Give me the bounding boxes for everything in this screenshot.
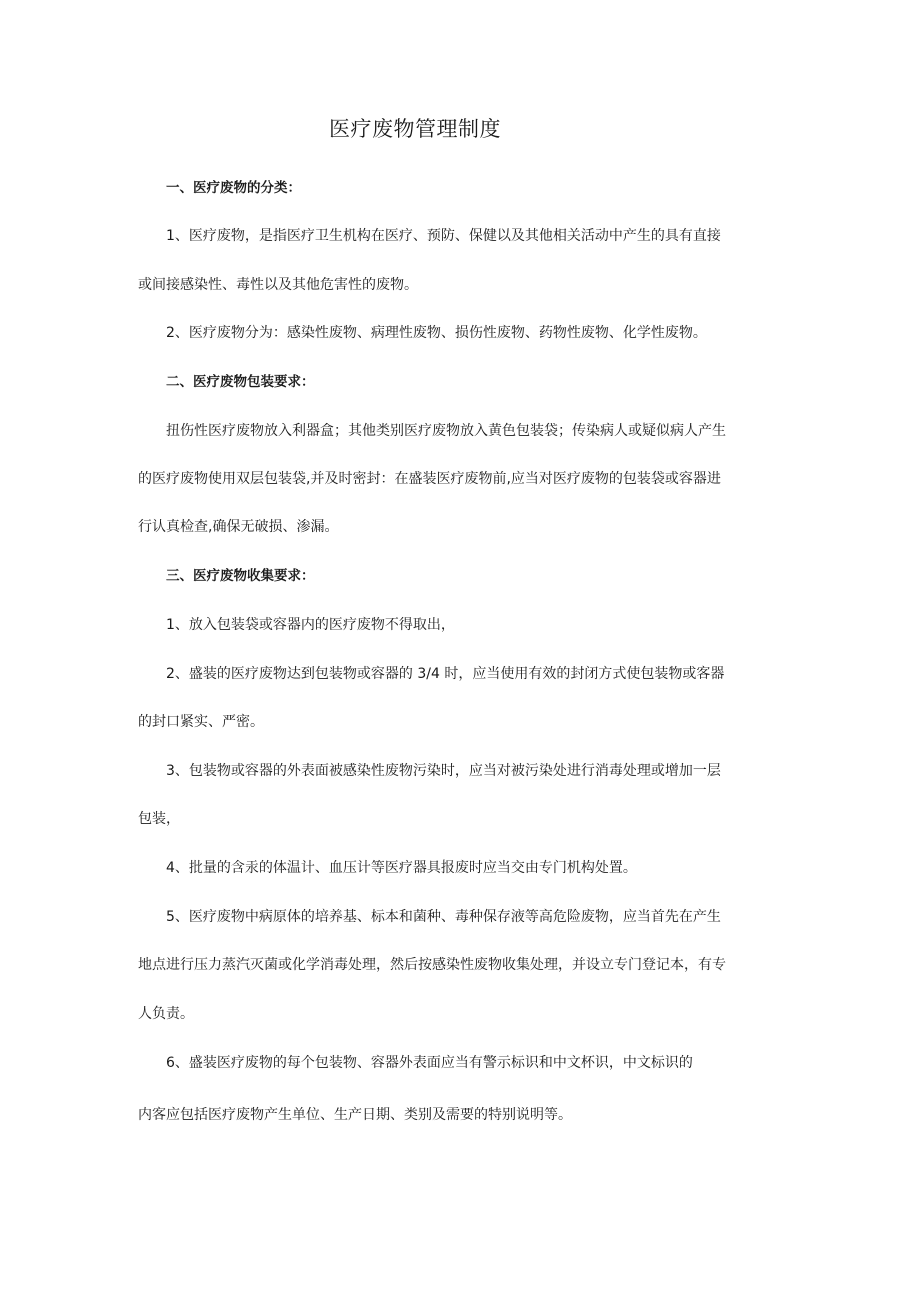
paragraph-line: 的封口紧实、严密。	[138, 714, 264, 730]
paragraph-line: 人负责。	[138, 1006, 194, 1022]
section-heading-collection: 三、医疗废物收集要求：	[166, 568, 315, 584]
paragraph-line: 或间接感染性、毒性以及其他危害性的废物。	[138, 277, 418, 293]
paragraph-line: 的医疗废物使用双层包装袋,并及时密封：在盛装医疗废物前,应当对医疗废物的包装袋或容器进	[138, 471, 721, 487]
section-heading-classification: 一、医疗废物的分类：	[166, 180, 301, 196]
paragraph-line: 4、批量的含汞的体温计、血压计等医疗器具报废时应当交由专门机构处置。	[166, 860, 637, 876]
paragraph-line: 扭伤性医疗废物放入利器盒；其他类别医疗废物放入黄色包装袋；传染病人或疑似病人产生	[166, 423, 726, 439]
paragraph-line: 6、盛装医疗废物的每个包装物、容器外表面应当有警示标识和中文杯识，中文标识的	[166, 1055, 693, 1071]
paragraph-line: 地点进行压力蒸汽灭菌或化学消毒处理，然后按感染性废物收集处理，并设立专门登记本，有专	[138, 957, 726, 973]
paragraph-line: 内客应包括医疗废物产生单位、生产日期、类别及需要的特别说明等。	[138, 1107, 572, 1123]
paragraph-line: 行认真检查,确保无破损、渗漏。	[138, 519, 339, 535]
section-heading-packaging: 二、医疗废物包装要求：	[166, 374, 315, 390]
paragraph-line: 包装，	[138, 811, 180, 827]
paragraph-line: 5、医疗废物中病原体的培养基、标本和菌种、毒种保存液等高危险废物，应当首先在产生	[166, 909, 721, 925]
paragraph-line: 1、放入包装袋或容器内的医疗废物不得取出，	[166, 617, 455, 633]
paragraph-line: 2、盛装的医疗废物达到包装物或容器的 3/4 时，应当使用有效的封闭方式使包装物或客器	[166, 666, 725, 682]
paragraph-line: 1、医疗废物，是指医疗卫生机构在医疗、预防、保健以及其他相关活动中产生的具有直接	[166, 228, 721, 244]
document-title: 医疗废物管理制度	[329, 117, 501, 141]
paragraph-line: 3、包装物或容器的外表面被感染性废物污染时，应当对被污染处进行消毒处理或增加一层	[166, 763, 721, 779]
paragraph-line: 2、医疗废物分为：感染性废物、病理性废物、损伤性废物、药物性废物、化学性废物。	[166, 325, 707, 341]
